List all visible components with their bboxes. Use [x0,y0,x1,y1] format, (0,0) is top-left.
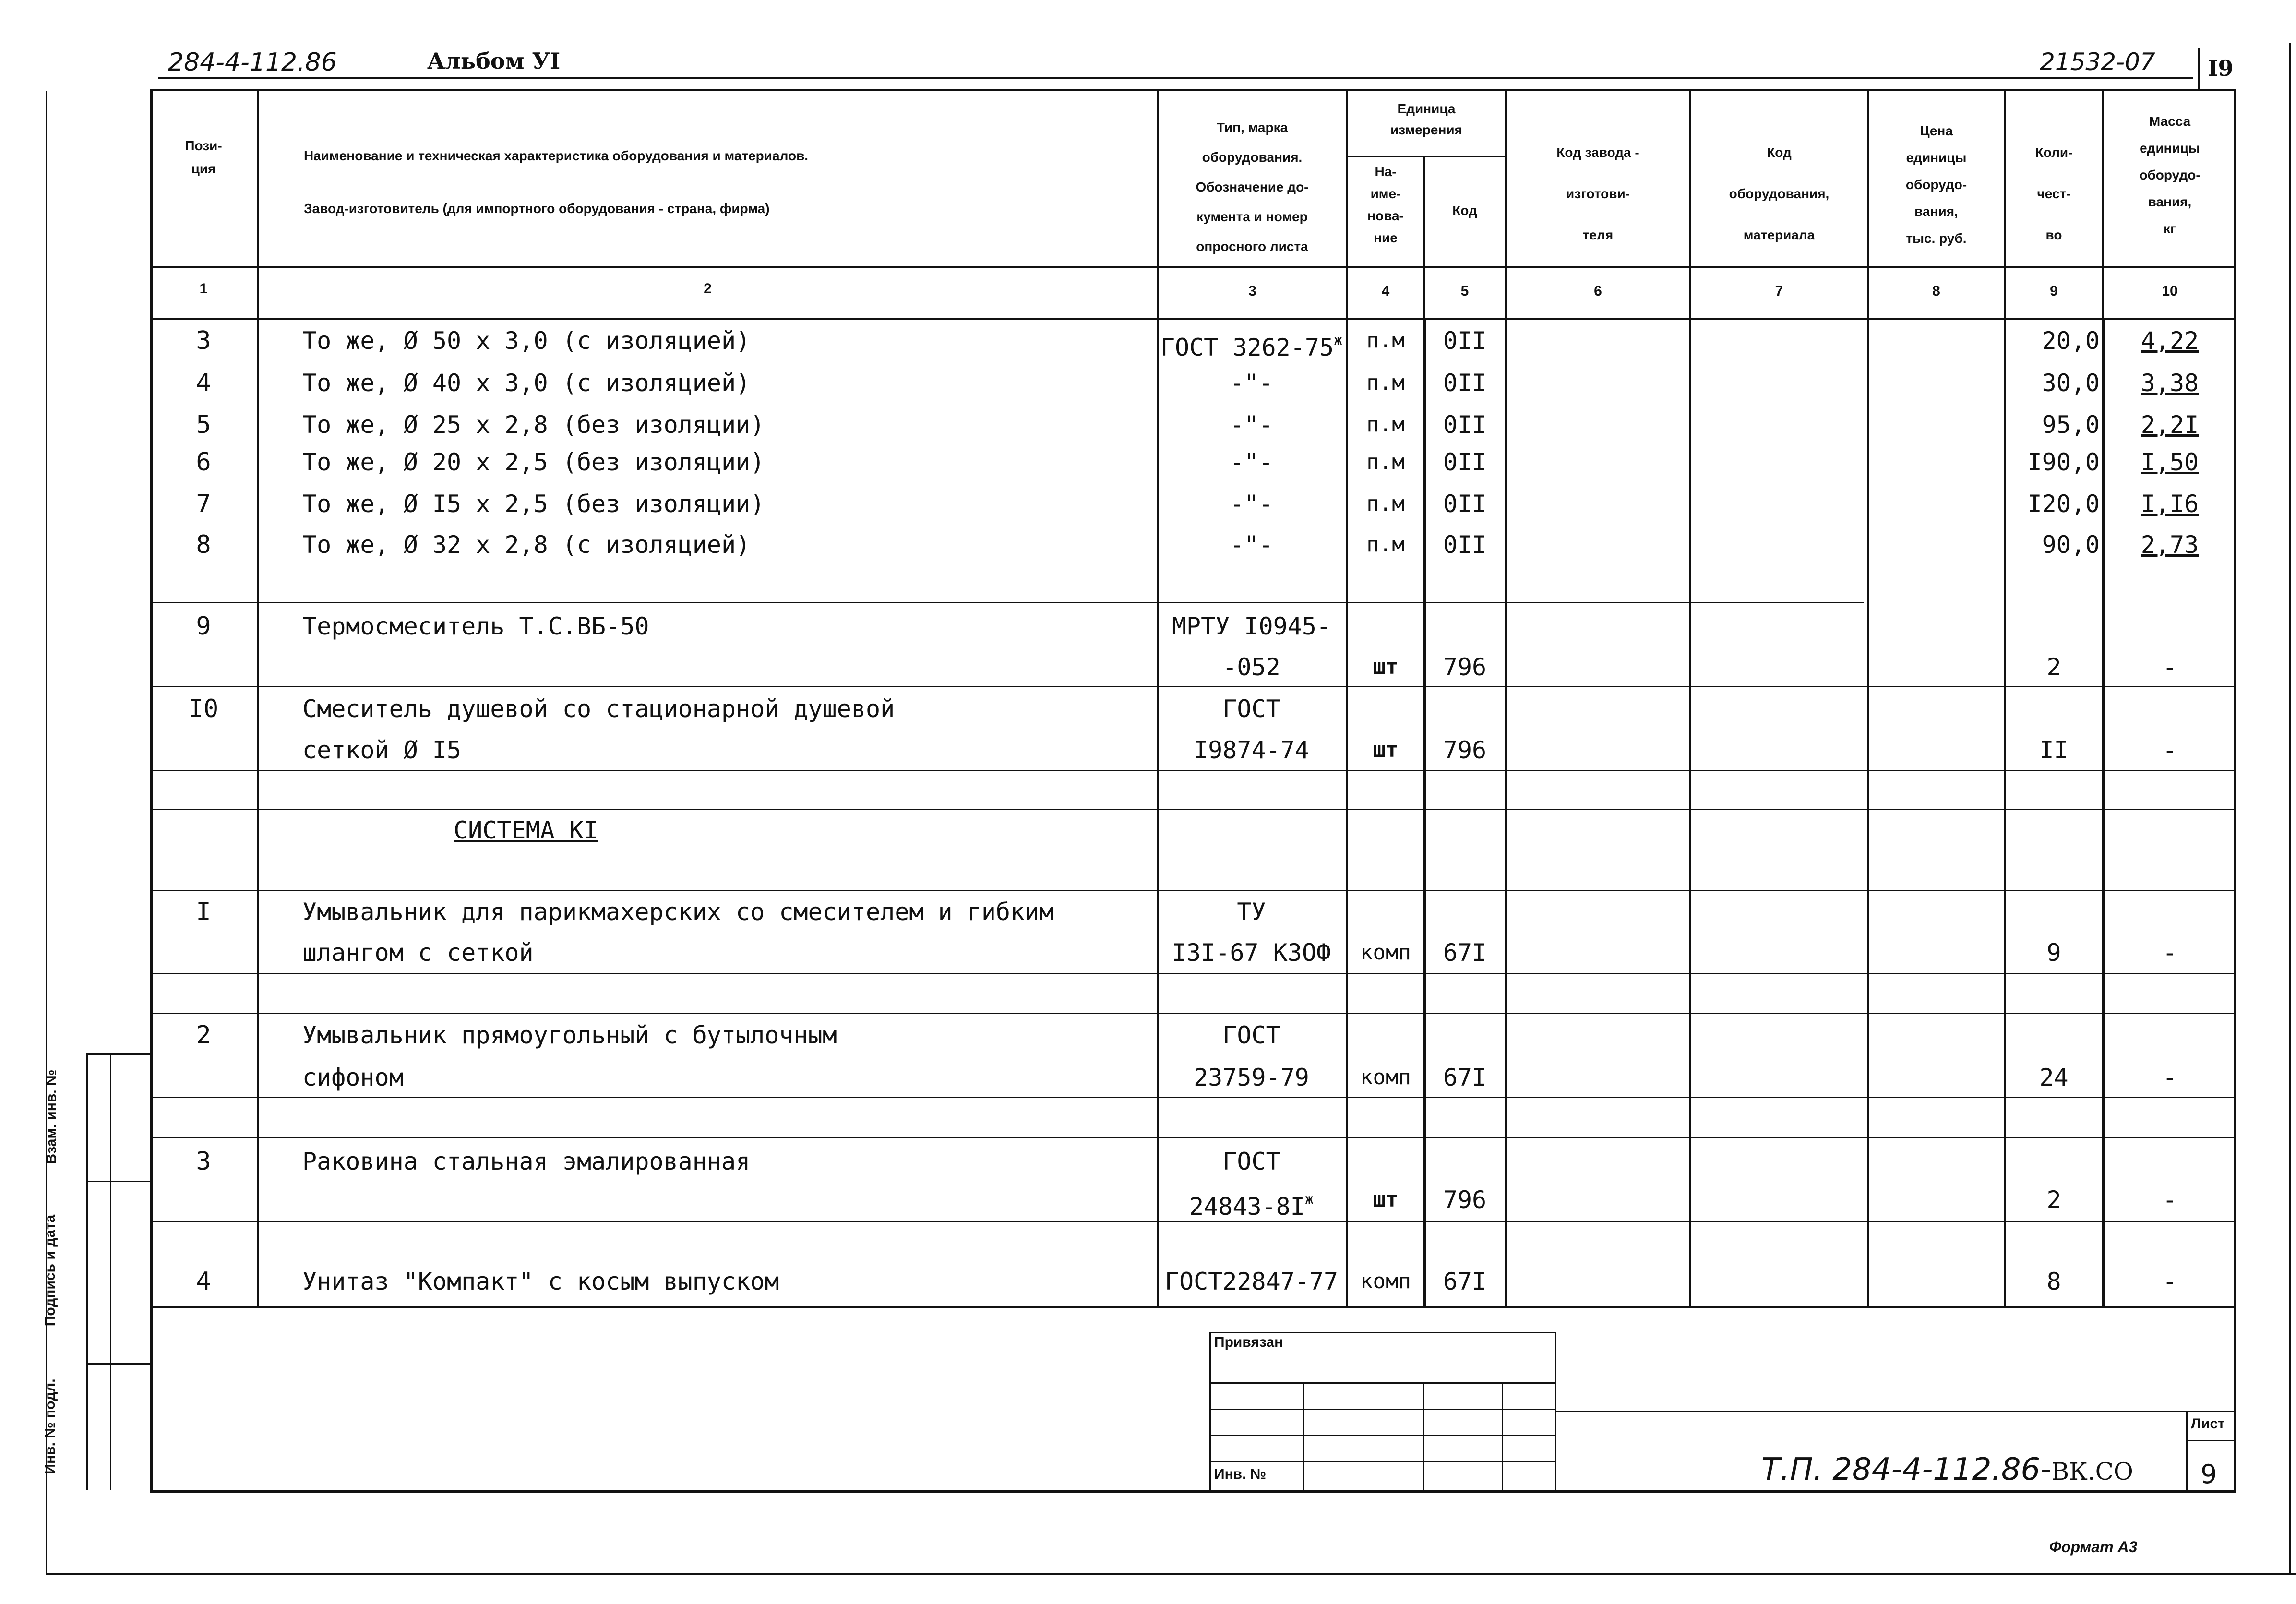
table-row: $24843-8I^ж$ шт 796 2 - [1189,1186,2177,1221]
col-num-8: 8 [1932,283,1940,299]
table-row: 4 Унитаз "Компакт" с косым выпуском ГОСТ22847-77 комп 67I 8 - [196,1267,2177,1296]
stamp-inv-podl: Инв. № подл. [42,1378,58,1474]
col-pos-header: Пози- ция [185,138,222,176]
col-num-10: 10 [2162,283,2178,299]
stamp-vzam-inv: Взам. инв. № [43,1069,60,1164]
album-code: 284-4-112.86 [168,48,337,77]
col-unit-name-header: На- име- нова- ние [1367,164,1404,245]
outer-sheet-right [2289,43,2291,1574]
album-name: Альбом УI [427,48,561,74]
col-mass-header: Масса единицы оборудо- вания, кг [2139,114,2200,236]
table-row: -052 шт 796 2 - [1222,653,2177,681]
col-num-5: 5 [1460,283,1469,299]
table-row: сеткой Ø I5 I9874-74 шт 796 II - [302,736,2177,764]
table-row: сифоном 23759-79 комп 67I 24 - [302,1064,2177,1091]
col-unit-code-header: Код [1452,203,1477,218]
col-num-6: 6 [1594,283,1602,299]
table-row: СИСТЕМА КI [454,816,598,844]
stamp-sheet-label: Лист [2191,1416,2225,1432]
page-number: I9 [2208,55,2234,81]
stamp-inv-no: Инв. № [1214,1466,1267,1482]
top-rule [158,77,2193,79]
frame-bottom [150,1490,2236,1493]
col-type-header: Тип, марка оборудования. Обозначение до- кумента и номер опросного листа [1196,120,1309,254]
col-qty-header: Коли- чест- во [2035,145,2073,242]
stamp-doc-code-suffix: ВК.СО [2051,1458,2133,1485]
col-price-header: Цена единицы оборудо- вания, тыс. руб. [1905,123,1967,246]
table-row: 8 То же, Ø 32 х 2,8 (с изоляцией) -"- п.м 0II 90,0 2,73 [196,530,2199,559]
table-row: 4 То же, Ø 40 х 3,0 (с изоляцией) -"- п.м 0II 30,0 3,38 [196,369,2199,397]
format-label: Формат А3 [2049,1538,2138,1556]
table-row: 3 Раковина стальная эмалированная ГОСТ [196,1147,1280,1176]
table-row: 7 То же, Ø I5 х 2,5 (без изоляции) -"- п.м 0II I20,0 I,I6 [196,490,2199,518]
col-name-header: Наименование и техническая характеристика оборудования и материалов. Завод-изготовитель (для импортного оборудования - страна, фирма) [304,148,809,216]
table-row: I Умывальник для парикмахерских со смесителем и гибким ТУ [196,898,1266,926]
col-equip-code-header: Код оборудования, материала [1729,145,1830,242]
page-corner-line [2198,48,2200,91]
table-row: I0 Смеситель душевой со стационарной душевой ГОСТ [188,694,1280,723]
col-num-9: 9 [2050,283,2058,299]
col-num-7: 7 [1775,283,1783,299]
col-num-4: 4 [1381,283,1390,299]
table-row: шлангом с сеткой I3I-67 КЗОФ комп 67I 9 - [302,939,2177,967]
col-num-3: 3 [1248,283,1256,299]
col-num-2: 2 [704,281,712,297]
col-maker-code-header: Код завода - изготови- теля [1556,145,1639,242]
outer-sheet-bottom [46,1573,2296,1575]
stamp-privyazan: Привязан [1214,1334,1283,1350]
table-row: 3 То же, Ø 50 х 3,0 (с изоляцией) ГОСТ $3262-75^ж$ п.м 0II 20,0 4,22 [196,326,2199,361]
stamp-doc-code [1761,1452,2133,1487]
col-num-1: 1 [199,281,208,297]
stamp-sign-date: Подпись и дата [42,1214,58,1327]
col-unit-group-header: Единица измерения [1390,101,1462,137]
table-row: 6 То же, Ø 20 х 2,5 (без изоляции) -"- п.м 0II I90,0 I,50 [196,448,2199,477]
table-row: 2 Умывальник прямоугольный с бутылочным ГОСТ [196,1021,1280,1050]
table-row: 5 То же, Ø 25 х 2,8 (без изоляции) -"- п.м 0II 95,0 2,2I [196,410,2199,439]
table-row: 9 Термосмеситель Т.С.ВБ-50 МРТУ I0945- [196,612,1331,641]
stamp-sheet-number: 9 [2200,1459,2217,1489]
column-header [150,89,2236,319]
doc-number: 21532-07 [2040,48,2155,76]
stamp-doc-code-main: Т.П. 284-4-112.86- [1761,1452,2052,1487]
